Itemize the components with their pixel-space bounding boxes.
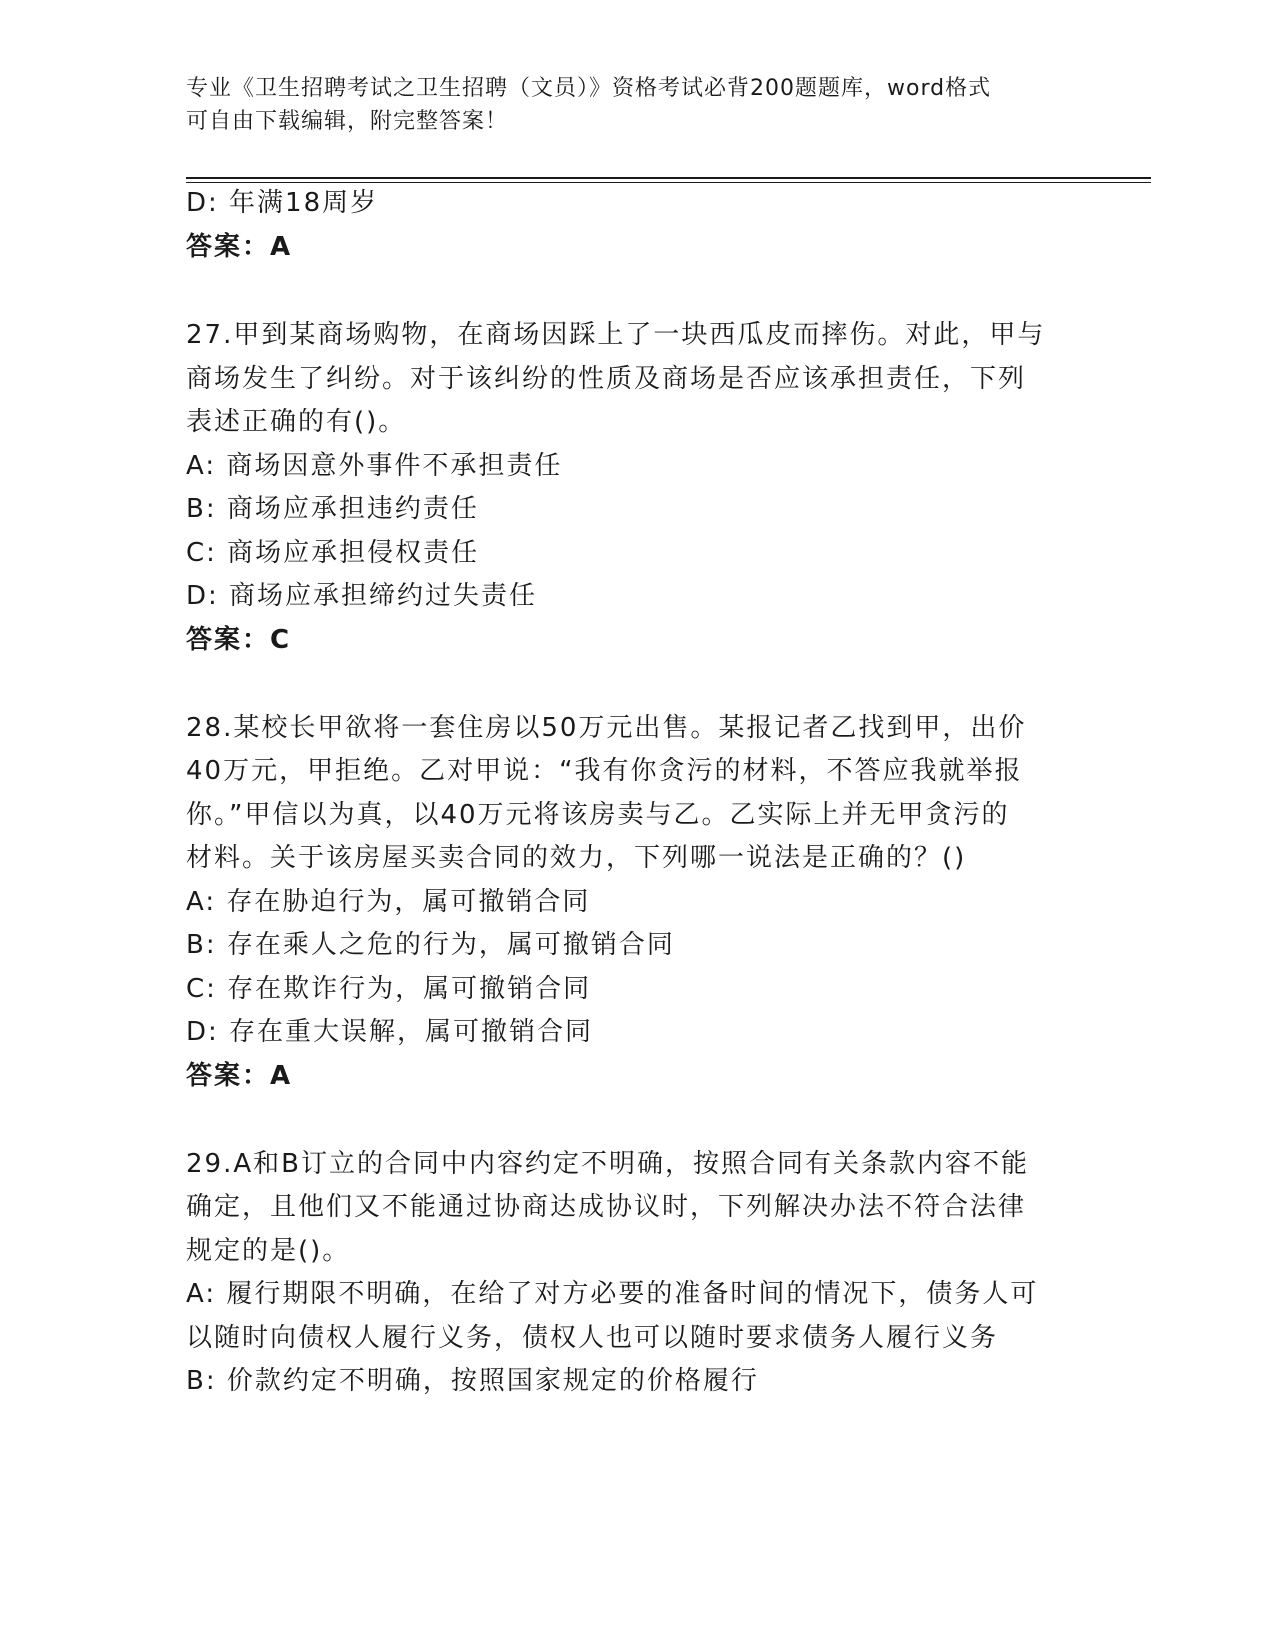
q27-stem-line-2: 商场发生了纠纷。对于该纠纷的性质及商场是否应该承担责任，下列 xyxy=(186,364,1027,394)
prev-answer: 答案：A xyxy=(186,232,293,262)
q29-option-a-line-2: 以随时向债权人履行义务，债权人也可以随时要求债务人履行义务 xyxy=(186,1323,999,1353)
q27-stem-line-3: 表述正确的有()。 xyxy=(186,407,407,437)
q28-stem-line-4: 材料。关于该房屋买卖合同的效力，下列哪一说法是正确的？() xyxy=(186,843,967,873)
q27-option-b: B: 商场应承担违约责任 xyxy=(186,494,479,524)
q27-option-a: A: 商场因意外事件不承担责任 xyxy=(186,451,563,481)
q29-option-a-line-1: A: 履行期限不明确，在给了对方必要的准备时间的情况下，债务人可 xyxy=(186,1279,1039,1309)
q29-stem-line-3: 规定的是()。 xyxy=(186,1236,351,1266)
q27-stem-line-1: 27.甲到某商场购物，在商场因踩上了一块西瓜皮而摔伤。对此，甲与 xyxy=(186,320,1046,350)
header-divider-thick xyxy=(186,177,1151,179)
header-line-1: 专业《卫生招聘考试之卫生招聘（文员）》资格考试必背200题题库，word格式 xyxy=(186,76,992,101)
q28-option-d: D: 存在重大误解，属可撤销合同 xyxy=(186,1017,594,1047)
q28-stem-line-2: 40万元，甲拒绝。乙对甲说：“我有你贪污的材料，不答应我就举报 xyxy=(186,756,1023,786)
q28-stem-line-3: 你。”甲信以为真，以40万元将该房卖与乙。乙实际上并无甲贪污的 xyxy=(186,800,1010,830)
prev-option-d: D: 年满18周岁 xyxy=(186,188,379,218)
q27-answer: 答案：C xyxy=(186,625,292,655)
q28-answer: 答案：A xyxy=(186,1061,293,1091)
q28-option-a: A: 存在胁迫行为，属可撤销合同 xyxy=(186,887,591,917)
header-line-2: 可自由下载编辑，附完整答案！ xyxy=(186,109,509,134)
q28-option-b: B: 存在乘人之危的行为，属可撤销合同 xyxy=(186,930,675,960)
q28-option-c: C: 存在欺诈行为，属可撤销合同 xyxy=(186,974,592,1004)
q29-stem-line-1: 29.A和B订立的合同中内容约定不明确，按照合同有关条款内容不能 xyxy=(186,1149,1029,1179)
q28-stem-line-1: 28.某校长甲欲将一套住房以50万元出售。某报记者乙找到甲，出价 xyxy=(186,713,1027,743)
q27-option-c: C: 商场应承担侵权责任 xyxy=(186,538,480,568)
q27-option-d: D: 商场应承担缔约过失责任 xyxy=(186,581,538,611)
q29-option-b: B: 价款约定不明确，按照国家规定的价格履行 xyxy=(186,1366,759,1396)
document-header xyxy=(186,72,1086,138)
q29-stem-line-2: 确定，且他们又不能通过协商达成协议时，下列解决办法不符合法律 xyxy=(186,1192,1027,1222)
